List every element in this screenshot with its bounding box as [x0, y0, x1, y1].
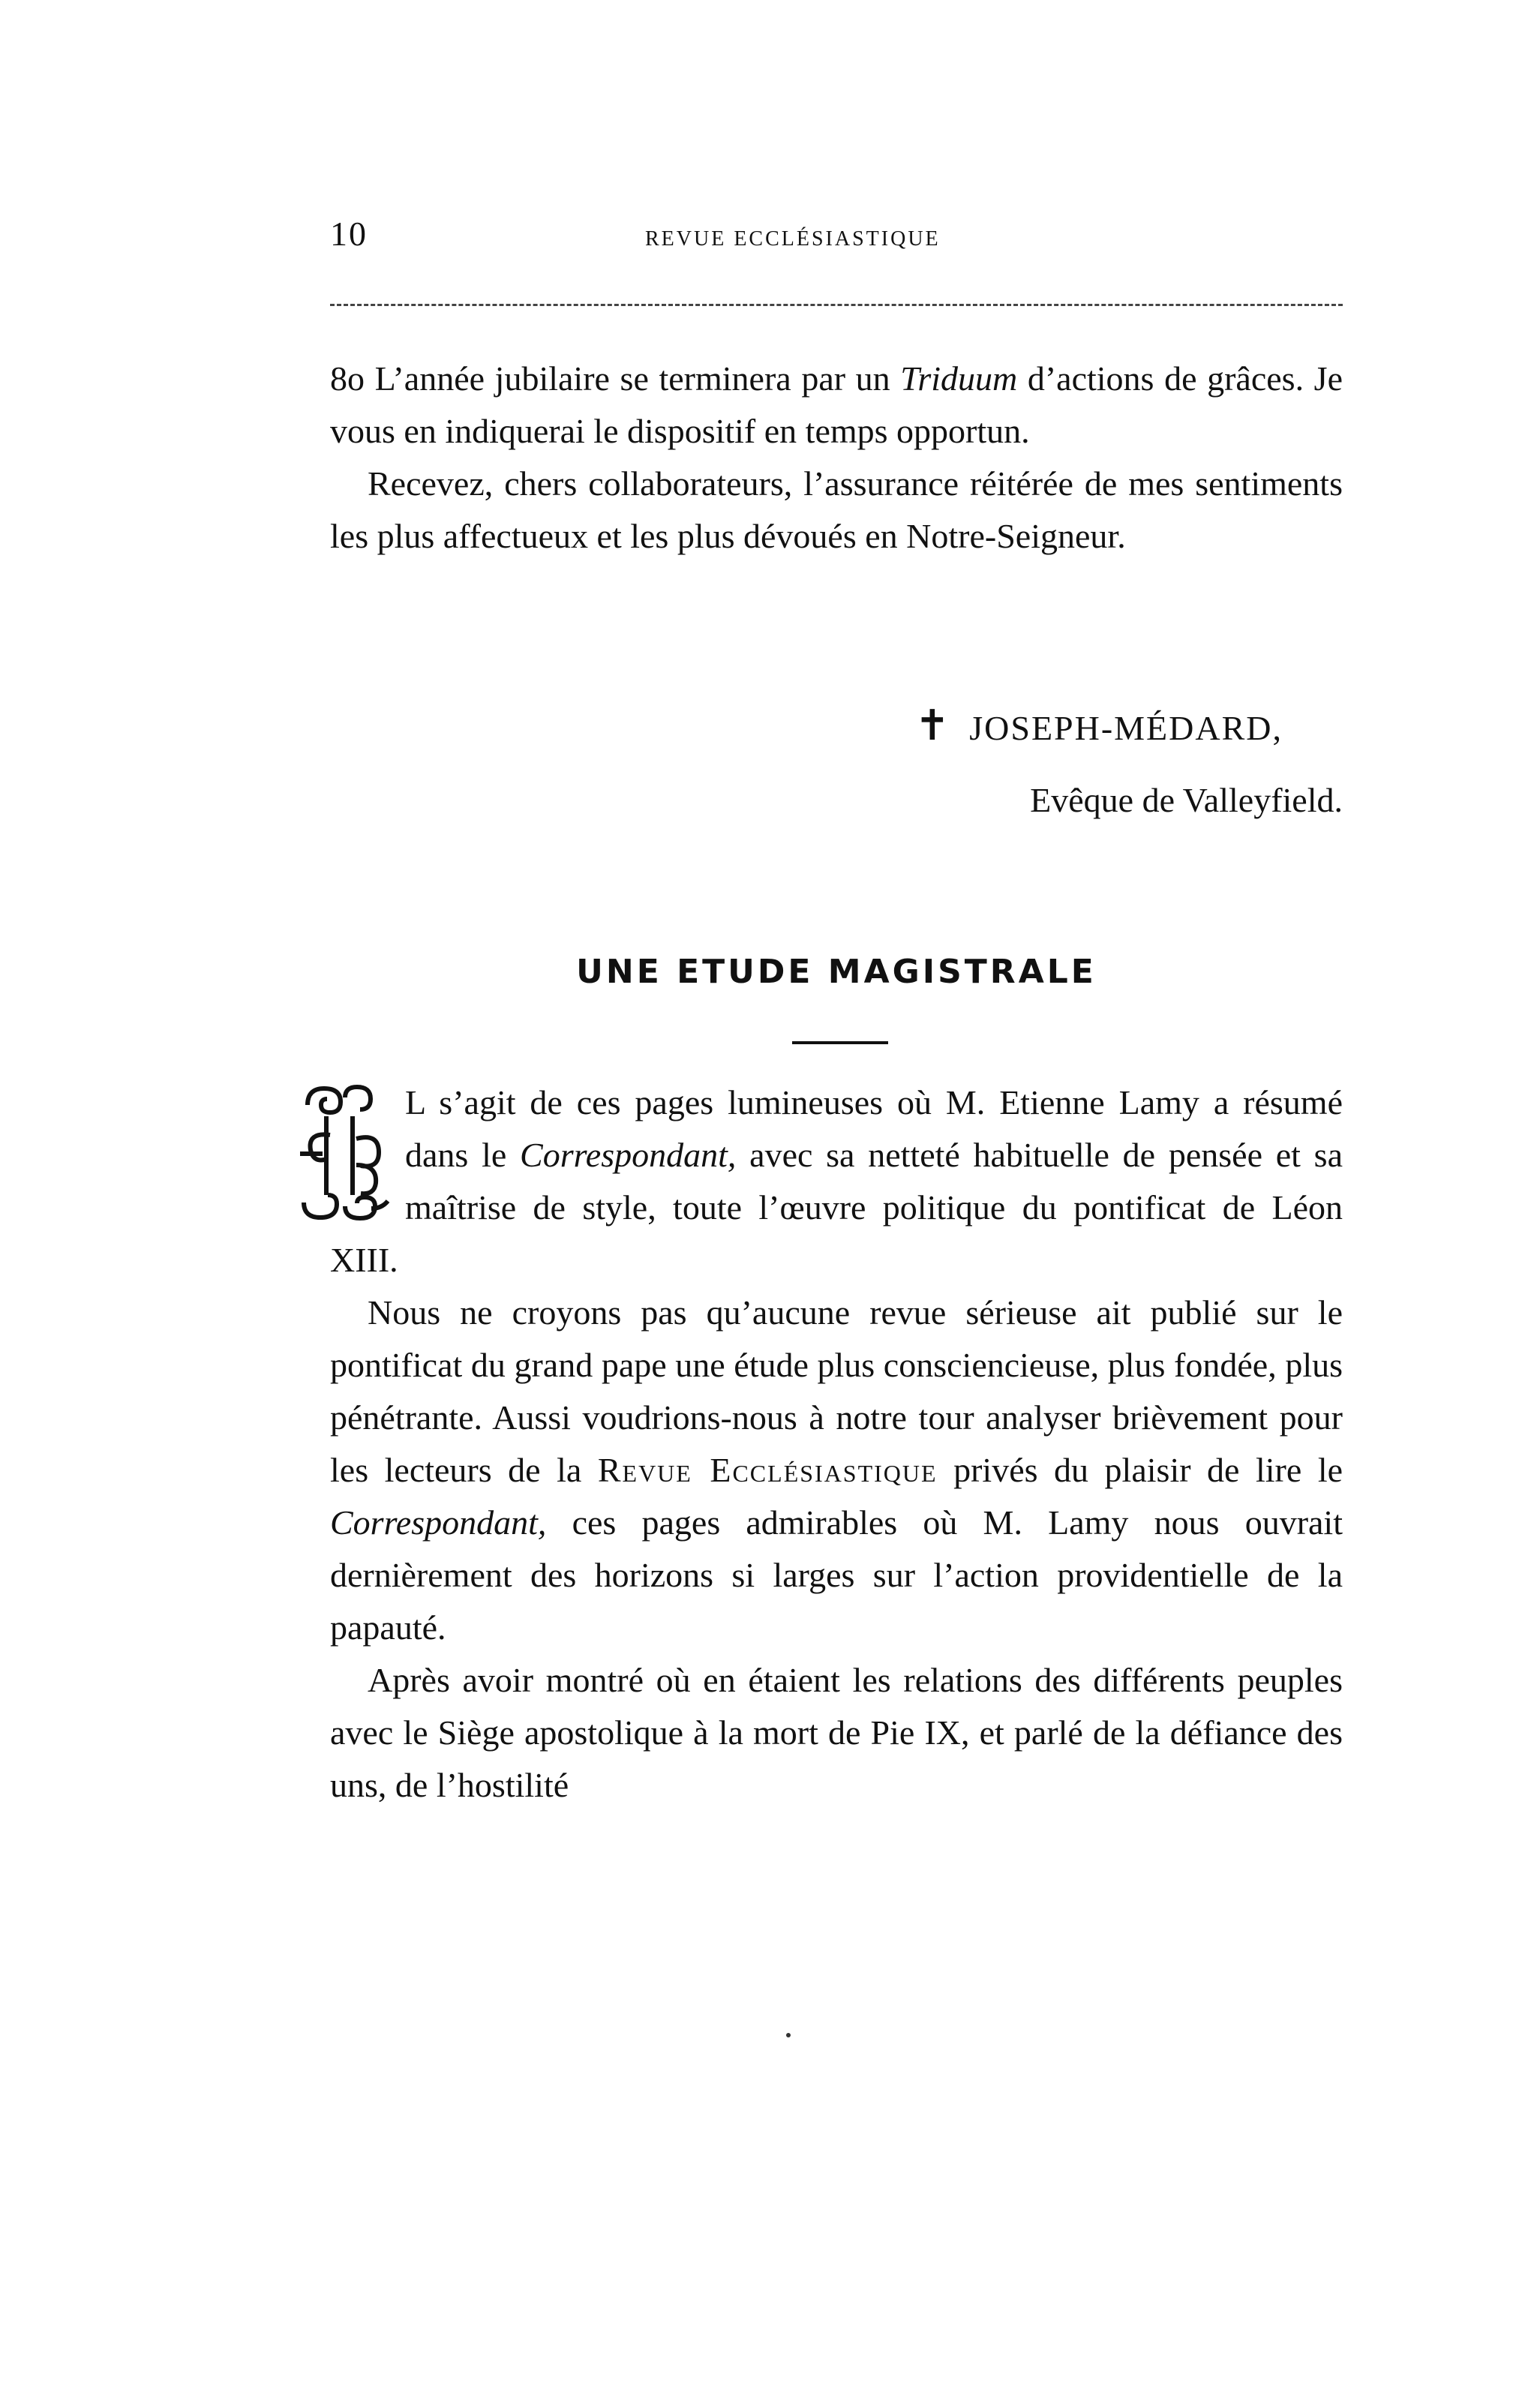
- letter-paragraph-1: [330, 353, 1343, 458]
- article-paragraph-2-part-2: privés du plaisir de lire le: [937, 1451, 1343, 1489]
- article-paragraph-2-part-1: Nous ne croyons pas qu’aucune revue sérieuse ait publié sur le pontificat du grand pape une étude plus consciencieuse, plus fondée, plus pénétrante. Aussi voudrions-nous à notre tour analyser brièvement pour les lecteurs de la: [330, 1293, 1343, 1489]
- journal-title: REVUE ECCLÉSIASTIQUE: [645, 227, 941, 251]
- triduum-italic: Triduum: [900, 359, 1018, 398]
- letter-paragraph-1-after: d’actions de grâces. Je vous en indiquerai le dispositif en temps opportun.: [330, 359, 1343, 450]
- print-speck: [786, 2033, 791, 2037]
- running-head: [330, 214, 1343, 266]
- cross-icon: ✝: [914, 703, 952, 749]
- revue-smallcaps: Revue Ecclésiastique: [597, 1451, 938, 1489]
- article-title: UNE ETUDE MAGISTRALE: [576, 953, 1097, 991]
- correspondant-italic-1: Correspondant,: [520, 1136, 737, 1174]
- header-rule: [330, 304, 1343, 306]
- page-number: 10: [330, 215, 368, 253]
- letter-text: [330, 353, 1343, 563]
- article-paragraph-1-part-1: L s’agit de ces pages lumineuses où M. Etienne Lamy a résumé dans le: [405, 1083, 1343, 1174]
- title-rule: [792, 1041, 888, 1044]
- signature-name-line: [330, 701, 1343, 750]
- signature-name: JOSEPH-MÉDARD,: [969, 709, 1283, 747]
- article-text: [330, 1076, 1343, 1812]
- letter-paragraph-1-before: 8o L’année jubilaire se terminera par un: [330, 359, 901, 398]
- signature-title: Evêque de Valleyfield.: [1030, 781, 1343, 819]
- letter-paragraph-2: Recevez, chers collaborateurs, l’assurance réitérée de mes sentiments les plus affectueux et les plus dévoués en Notre-Seigneur.: [330, 464, 1343, 555]
- article-paragraph-1-part-2: avec sa netteté habituelle de pensée et sa maîtrise de style, toute l’œuvre politique du pontificat de Léon XIII.: [330, 1136, 1343, 1279]
- article-paragraph-1: [330, 1076, 1343, 1287]
- article-paragraph-3: Après avoir montré où en étaient les relations des différents peuples avec le Siège apostolique à la mort de Pie IX, et parlé de la défiance des uns, de l’hostilité: [330, 1661, 1343, 1804]
- ornamental-drop-cap: [293, 1082, 396, 1221]
- article-paragraph-2: [330, 1287, 1343, 1654]
- correspondant-italic-2: Correspondant,: [330, 1503, 547, 1542]
- article-paragraph-2-part-3: ces pages admirables où M. Lamy nous ouvrait dernièrement des horizons si larges sur l’action providentielle de la papauté.: [330, 1503, 1343, 1647]
- ornamental-initial-icon: [293, 1082, 396, 1221]
